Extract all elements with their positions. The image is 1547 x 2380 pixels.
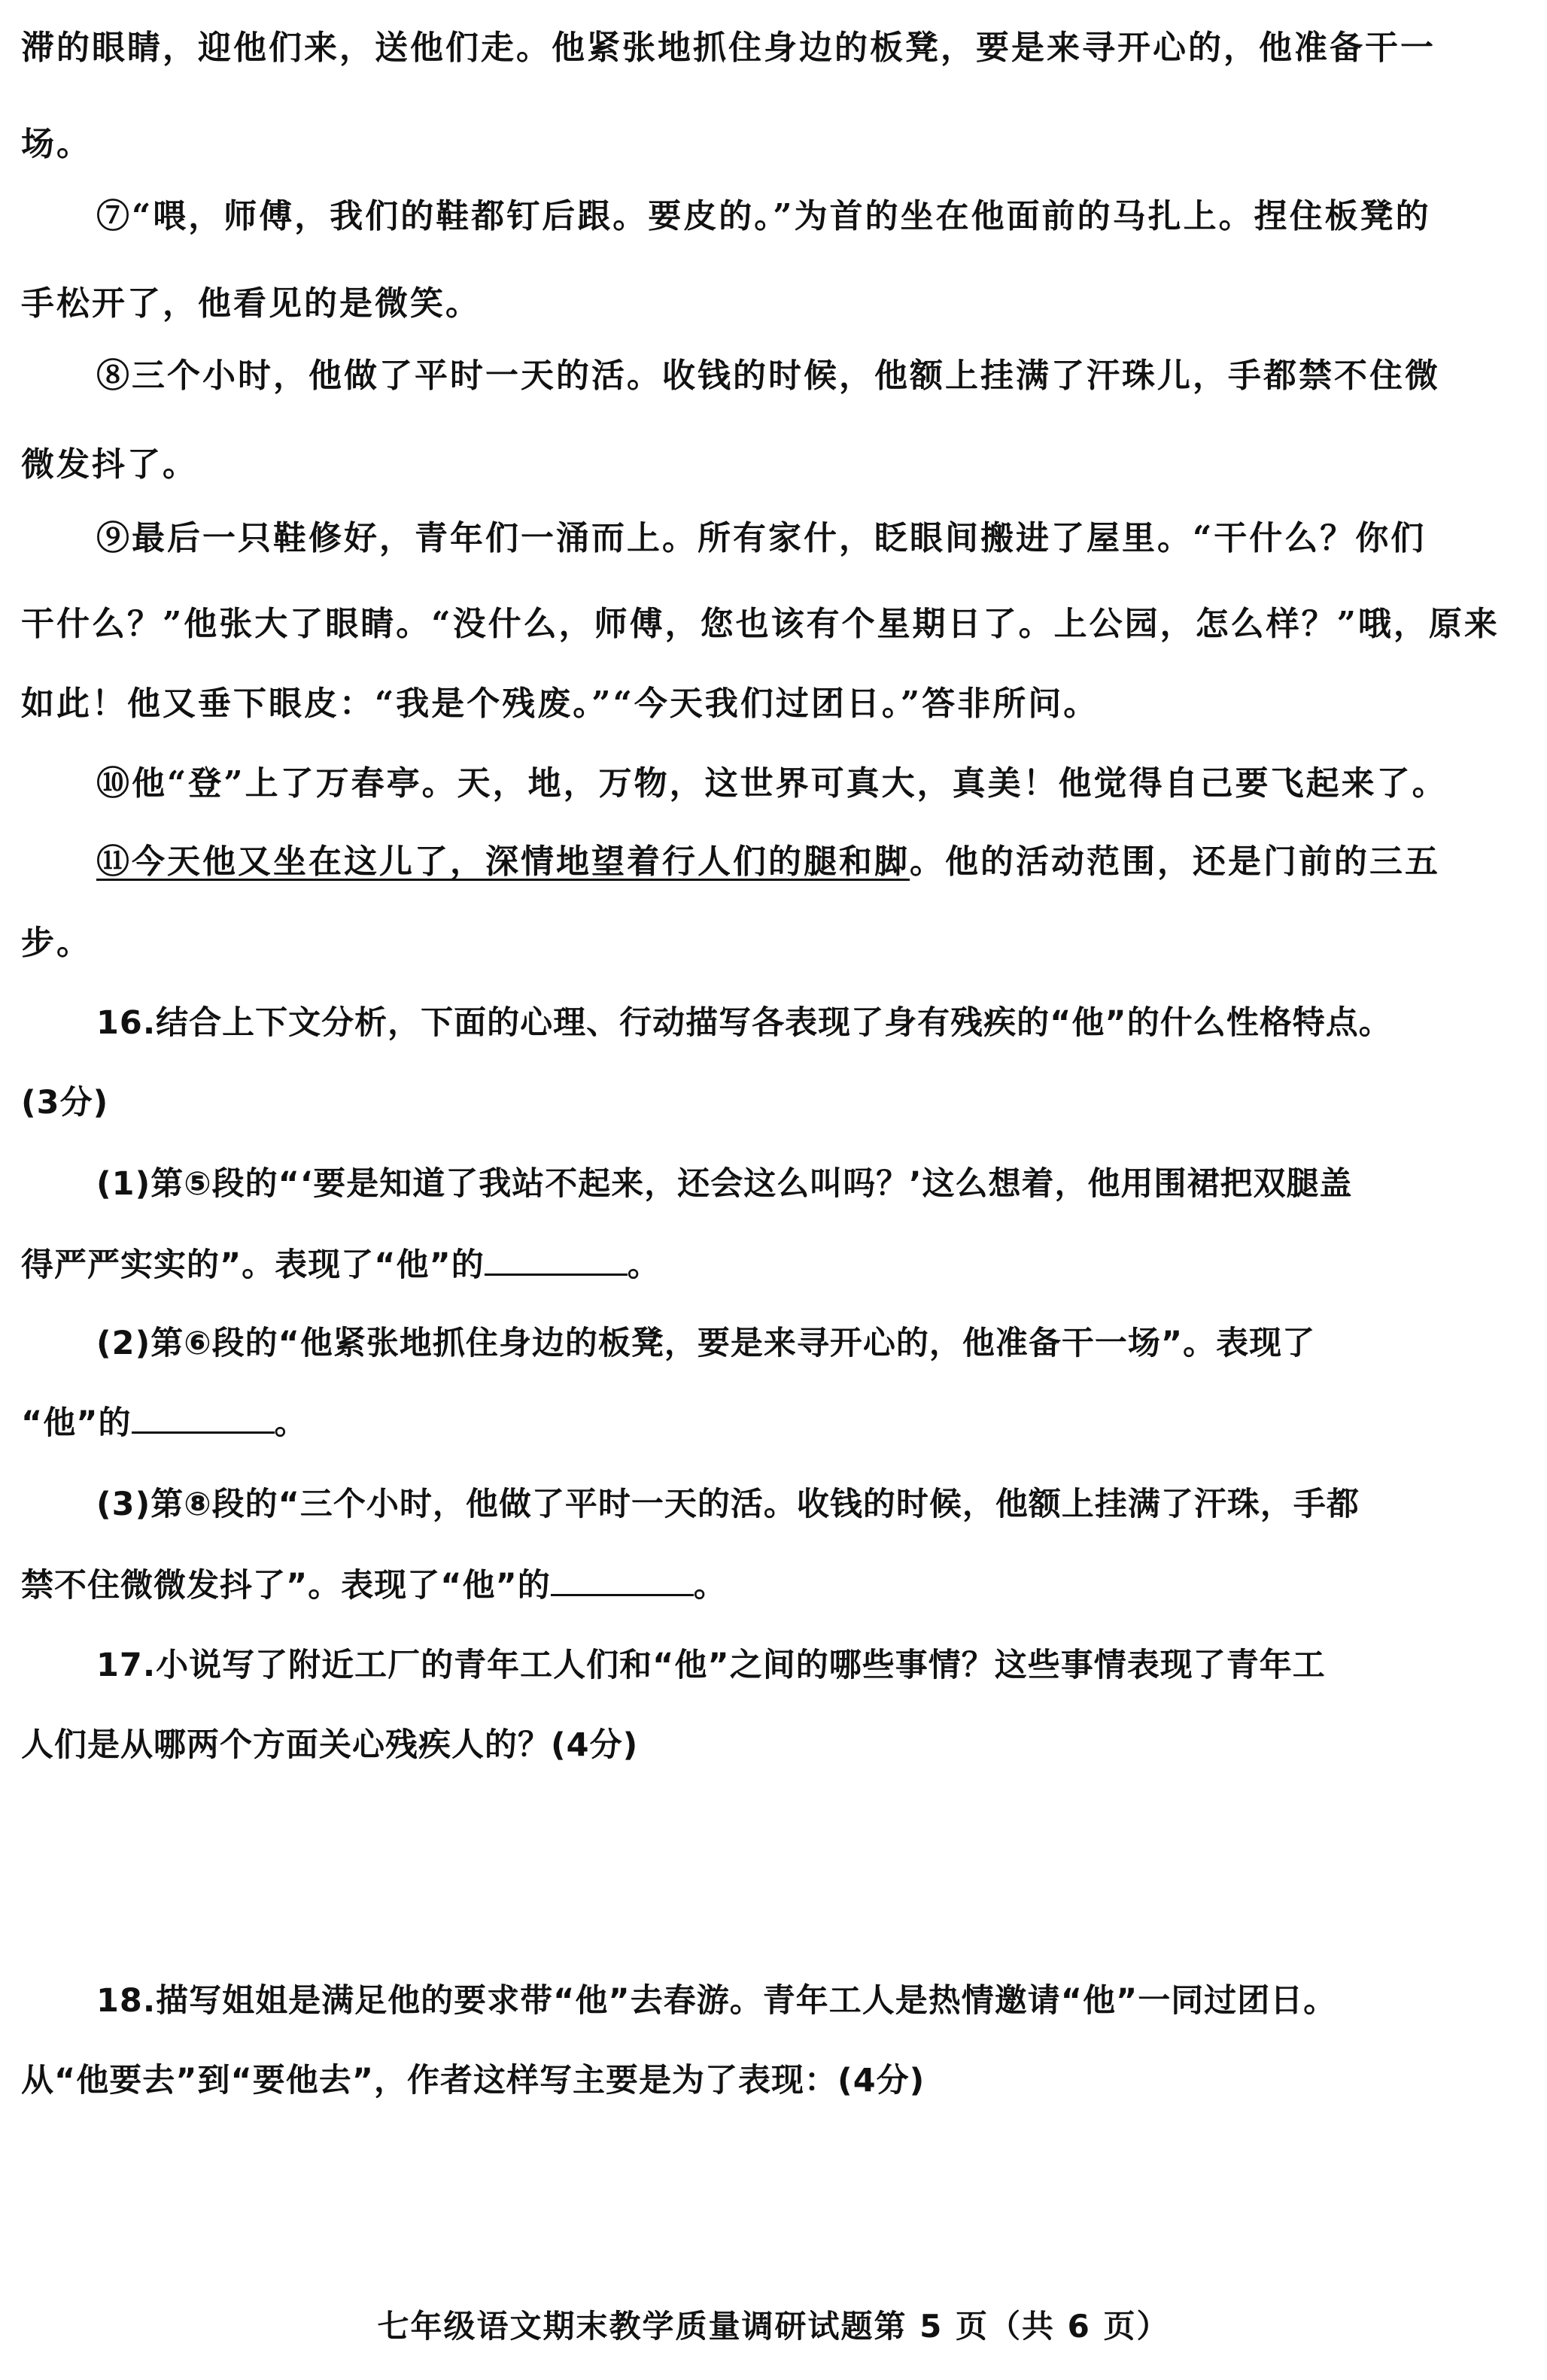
passage-p11-line-2: 步。 xyxy=(21,924,92,962)
question-16-2-line-1: (2)第⑥段的“他紧张地抓住身边的板凳，要是来寻开心的，他准备干一场”。表现了 xyxy=(96,1325,1316,1362)
question-18-line-1: 18.描写姐姐是满足他的要求带“他”去春游。青年工人是热情邀请“他”一同过团日。 xyxy=(96,1982,1337,2020)
passage-p9-line-2: 干什么？”他张大了眼睛。“没什么，师傅，您也该有个星期日了。上公园，怎么样？”哦，原来 xyxy=(21,605,1500,643)
answer-blank-16-1[interactable] xyxy=(485,1248,628,1276)
question-16-2-line-2 xyxy=(21,1404,308,1443)
passage-p9-line-1: ⑨最后一只鞋修好，青年们一涌而上。所有家什，眨眼间搬进了屋里。“干什么？你们 xyxy=(96,519,1427,557)
question-16-line-1: 16.结合上下文分析，下面的心理、行动描写各表现了身有残疾的“他”的什么性格特点。 xyxy=(96,1004,1392,1042)
passage-p8-line-1: ⑧三个小时，他做了平时一天的活。收钱的时候，他额上挂满了汗珠儿，手都禁不住微 xyxy=(96,357,1440,395)
passage-p9-line-3: 如此！他又垂下眼皮：“我是个残废。”“今天我们过团日。”答非所问。 xyxy=(21,685,1099,723)
passage-p6-line-1: 滞的眼睛，迎他们来，送他们走。他紧张地抓住身边的板凳，要是来寻开心的，他准备干一 xyxy=(21,29,1436,67)
answer-blank-16-3[interactable] xyxy=(551,1568,694,1596)
question-16-1-period: 。 xyxy=(627,1246,661,1284)
passage-p8-line-2: 微发抖了。 xyxy=(21,445,198,484)
question-16-1-line-1: (1)第⑤段的“‘要是知道了我站不起来，还会这么叫吗？’这么想着，他用围裙把双腿盖 xyxy=(96,1165,1353,1203)
underlined-sentence: ⑪今天他又坐在这儿了，深情地望着行人们的腿和脚 xyxy=(96,842,910,881)
passage-p7-line-1: ⑦“喂，师傅，我们的鞋都钉后跟。要皮的。”为首的坐在他面前的马扎上。捏住板凳的 xyxy=(96,197,1431,235)
answer-space-18[interactable] xyxy=(23,2114,1520,2279)
passage-p11-rest: 。他的活动范围，还是门前的三五 xyxy=(910,842,1440,881)
passage-p6-line-2: 场。 xyxy=(21,125,92,163)
answer-space-17[interactable] xyxy=(23,1783,1520,1963)
page-footer: 七年级语文期末教学质量调研试题第 5 页（共 6 页） xyxy=(377,2308,1170,2345)
passage-p11-line-1 xyxy=(96,842,1440,882)
question-16-3-line-2 xyxy=(21,1566,727,1605)
answer-blank-16-2[interactable] xyxy=(132,1406,275,1434)
question-16-3-period: 。 xyxy=(693,1567,727,1604)
question-16-3-prompt: 禁不住微微发抖了”。表现了“他”的 xyxy=(21,1567,551,1604)
question-17-line-1: 17.小说写了附近工厂的青年工人们和“他”之间的哪些事情？这些事情表现了青年工 xyxy=(96,1647,1326,1684)
question-16-1-line-2 xyxy=(21,1246,661,1285)
question-16-3-line-1: (3)第⑧段的“三个小时，他做了平时一天的活。收钱的时候，他额上挂满了汗珠，手都 xyxy=(96,1486,1360,1523)
passage-p10-line-1: ⑩他“登”上了万春亭。天，地，万物，这世界可真大，真美！他觉得自己要飞起来了。 xyxy=(96,764,1448,803)
question-16-2-period: 。 xyxy=(274,1404,308,1442)
question-16-2-prompt: “他”的 xyxy=(21,1404,132,1442)
question-16-1-prompt: 得严严实实的”。表现了“他”的 xyxy=(21,1246,485,1284)
passage-p7-line-2: 手松开了，他看见的是微笑。 xyxy=(21,284,481,323)
question-16-line-2: (3分) xyxy=(21,1084,109,1122)
question-17-line-2: 人们是从哪两个方面关心残疾人的？(4分) xyxy=(21,1726,639,1764)
question-18-line-2: 从“他要去”到“要他去”，作者这样写主要是为了表现：(4分) xyxy=(21,2062,925,2099)
